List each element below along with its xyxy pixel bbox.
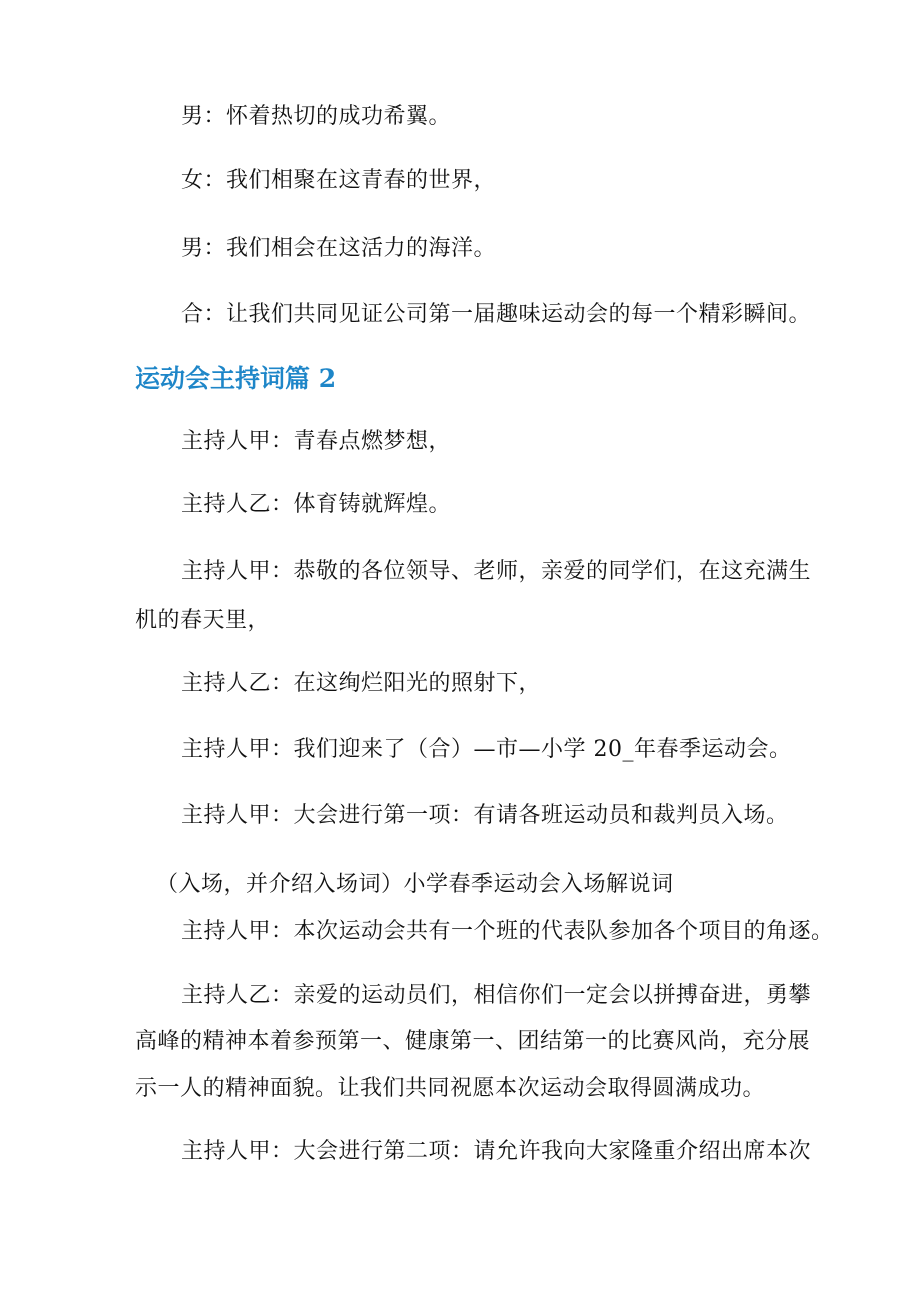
paragraph-host-a-2-line-1: 主持人甲：恭敬的各位领导、老师，亲爱的同学们，在这充满生 [181, 559, 812, 584]
paragraph-male-2: 男：我们相会在这活力的海洋。 [181, 236, 497, 261]
paragraph-host-a-1: 主持人甲：青春点燃梦想， [181, 429, 452, 454]
paragraph-host-b-3-line-2: 高峰的精神本着参预第一、健康第一、团结第一的比赛风尚，充分展 [135, 1029, 811, 1054]
section-heading: 运动会主持词篇 2 [135, 364, 337, 393]
paragraph-entrance-note: （入场，并介绍入场词）小学春季运动会入场解说词 [156, 872, 674, 897]
paragraph-host-a-2-line-2: 机的春天里， [135, 608, 271, 633]
paragraph-female-1: 女：我们相聚在这青春的世界， [181, 168, 497, 193]
paragraph-together: 合：让我们共同见证公司第一届趣味运动会的每一个精彩瞬间。 [181, 302, 812, 327]
paragraph-host-a-6: 主持人甲：大会进行第二项：请允许我向大家隆重介绍出席本次 [181, 1139, 812, 1164]
paragraph-host-b-2: 主持人乙：在这绚烂阳光的照射下， [181, 671, 542, 696]
paragraph-host-b-1: 主持人乙：体育铸就辉煌。 [181, 492, 452, 517]
paragraph-host-a-5: 主持人甲：本次运动会共有一个班的代表队参加各个项目的角逐。 [181, 919, 834, 944]
paragraph-host-a-4: 主持人甲：大会进行第一项：有请各班运动员和裁判员入场。 [181, 803, 789, 828]
paragraph-host-a-3: 主持人甲：我们迎来了（合）—市—小学 20_年春季运动会。 [181, 737, 792, 762]
paragraph-host-b-3-line-3: 示一人的精神面貌。让我们共同祝愿本次运动会取得圆满成功。 [135, 1076, 766, 1101]
paragraph-host-b-3-line-1: 主持人乙：亲爱的运动员们，相信你们一定会以拼搏奋进，勇攀 [181, 983, 812, 1008]
paragraph-male-1: 男：怀着热切的成功希翼。 [181, 104, 452, 129]
